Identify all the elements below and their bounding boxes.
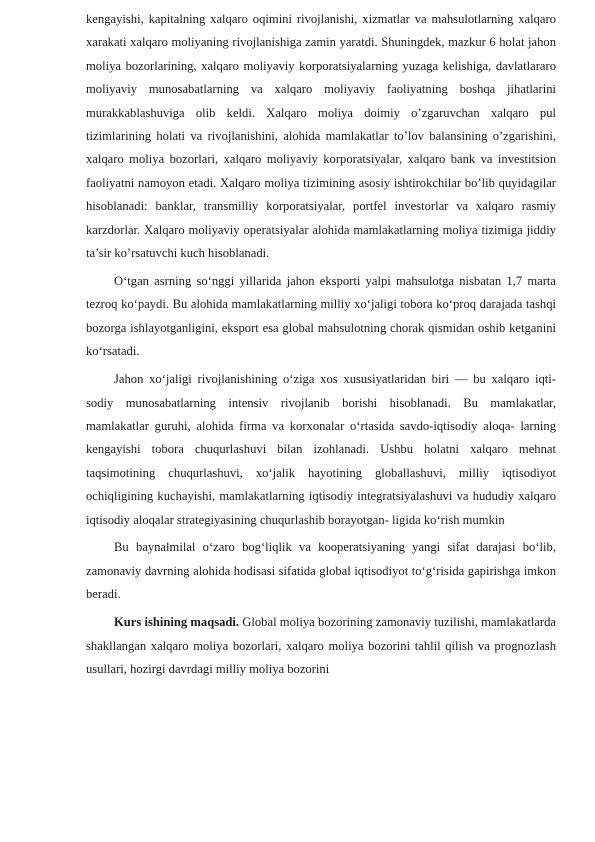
paragraph-text: kengayishi, kapitalning xalqaro oqimini rivojlanishi, xizmatlar va mahsulotlarning xalqaro xarakati xalqaro moliyaning rivojlanishiga zamin yaratdi. Shuningdek, mazkur 6 holat jahon moliya bozorlarining, xalqaro moliyaviy korporatsiyalarning yuzaga kelishiga, davlatlararo moliyaviy munosabatlarning va xalqaro moliyaviy faoliyatning boshqa jihatlarini murakkablashuviga olib keldi. Xalqaro moliya doimiy o’zgaruvchan xalqaro pul tizimlarining holati va rivojlanishini, alohida mamlakatlar to’lov balansining o’zgarishini, xalqaro moliya bozorlari, xalqaro moliyaviy korporatsiyalar, xalqaro bank va investitsion faoliyatni namoyon etadi. Xalqaro moliya tizimining asosiy ishtirokchilar bo’lib quyidagilar hisoblanadi: banklar, transmilliy korporatsiyalar, portfel investorlar va xalqaro rasmiy karzdorlar. Xalqaro moliyaviy operatsiyalar alohida mamlakatlarning moliya tizimiga jiddiy ta’sir ko’rsatuvchi kuch hisoblanadi. — [86, 12, 556, 261]
paragraph-world-economy — [86, 368, 556, 532]
paragraph-text: Global moliya bozorining zamonaviy tuzilishi, mamlakatlarda shakllangan xalqaro moliya bozorlari, xalqaro moliya bozorini tahlil qilish va prognozlash usullari, hozirgi davrdagi milliy moliya bozorini — [86, 615, 556, 676]
document-page — [86, 8, 556, 686]
paragraph-intro — [86, 8, 556, 265]
paragraph-text: Jahon xo‘jaligi rivojlanishining o‘ziga xos xususiyatlaridan biri — bu xalqaro iqti- sodiy munosabatlarning intensiv rivojlanib borishi hisoblanadi. Bu mamlakatlar, mamlakatlar guruhi, alohida firma va korxonalar o‘rtasida savdo-iqtisodiy aloqa- larning kengayishi tobora chuqurlashuvi bilan izohlanadi. Ushbu holatni xalqaro mehnat taqsimotining chuqurlashuvi, xo‘jalik hayotining globallashuvi, milliy iqtisodiyot ochiqligining kuchayishi, mamlakatlarning iqtisodiy integratsiyalashuvi va hududiy xalqaro iqtisodiy aloqalar strategiyasining chuqurlashib borayotgan- ligida ko‘rish mumkin — [86, 372, 556, 527]
paragraph-course-goal — [86, 611, 556, 681]
paragraph-interdependence — [86, 536, 556, 606]
paragraph-text: O‘tgan asrning so‘nggi yillarida jahon eksporti yalpi mahsulotga nisbatan 1,7 marta tezroq ko‘paydi. Bu alohida mamlakatlarning milliy xo‘jaligi tobora ko‘proq darajada tashqi bozorga ishlayotganligini, eksport esa global mahsulotning chorak qismidan oshib ketganini ko‘rsatadi. — [86, 273, 556, 359]
paragraph-text: Bu baynalmilal o‘zaro bog‘liqlik va kooperatsiyaning yangi sifat darajasi bo‘lib, zamonaviy davrning alohida hodisasi sifatida global iqtisodiyot to‘g‘risida gapirishga imkon beradi. — [86, 540, 556, 602]
paragraph-export — [86, 270, 556, 364]
course-goal-heading: Kurs ishining maqsadi. — [114, 615, 240, 630]
